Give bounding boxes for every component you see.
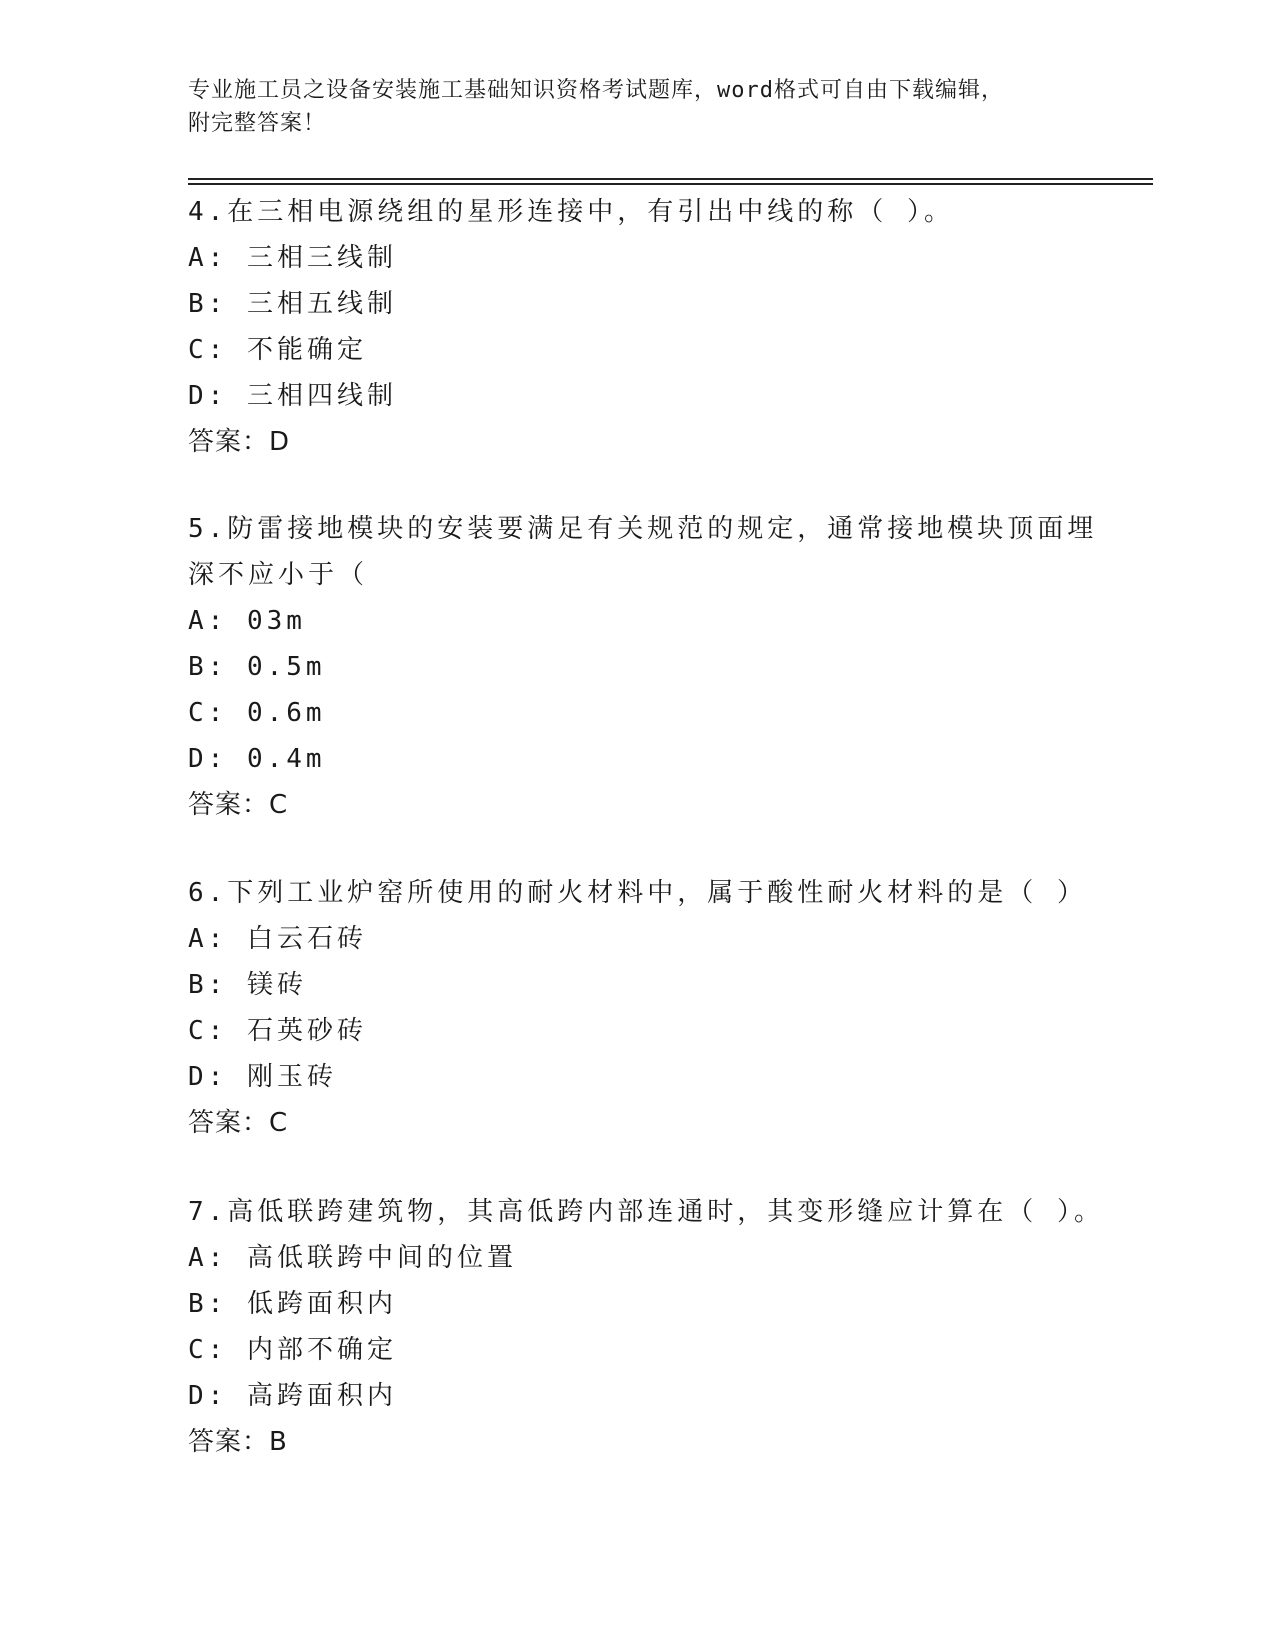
answer-line: 答案：C [188,1108,289,1138]
option-c: C: 不能确定 [188,335,367,365]
question-stem: 6.下列工业炉窑所使用的耐火材料中，属于酸性耐火材料的是（ ） [188,878,1087,908]
answer-line: 答案：B [188,1427,288,1457]
option-c: C: 内部不确定 [188,1335,397,1365]
question-stem: 4.在三相电源绕组的星形连接中，有引出中线的称（ ）。 [188,197,954,227]
question-block-4 [188,189,1088,465]
option-d: D: 高跨面积内 [188,1381,397,1411]
option-a: A: 高低联跨中间的位置 [188,1243,517,1273]
header-line-1: 专业施工员之设备安装施工基础知识资格考试题库，word格式可自由下载编辑， [188,78,1004,103]
option-b: B: 0.5m [188,652,326,682]
option-a: A: 三相三线制 [188,243,397,273]
question-block-7 [188,1189,1104,1465]
question-stem-continued: 深不应小于（ [188,560,369,590]
question-stem: 7.高低联跨建筑物，其高低跨内部连通时，其变形缝应计算在（ ）。 [188,1197,1104,1227]
header-line-2: 附完整答案！ [188,111,327,136]
header-divider-top [188,178,1153,180]
option-a: A: 03m [188,606,306,636]
answer-line: 答案：D [188,427,291,457]
option-c: C: 0.6m [188,698,326,728]
header-divider-bottom [188,183,1153,185]
document-header [188,74,1088,140]
option-d: D: 0.4m [188,744,326,774]
option-c: C: 石英砂砖 [188,1016,367,1046]
option-a: A: 白云石砖 [188,924,367,954]
question-block-6 [188,870,1088,1146]
option-d: D: 刚玉砖 [188,1062,337,1092]
option-b: B: 镁砖 [188,970,307,1000]
question-block-5 [188,506,1098,828]
option-b: B: 低跨面积内 [188,1289,397,1319]
option-b: B: 三相五线制 [188,289,397,319]
answer-line: 答案：C [188,790,289,820]
option-d: D: 三相四线制 [188,381,397,411]
question-stem: 5.防雷接地模块的安装要满足有关规范的规定，通常接地模块顶面埋 [188,514,1098,544]
